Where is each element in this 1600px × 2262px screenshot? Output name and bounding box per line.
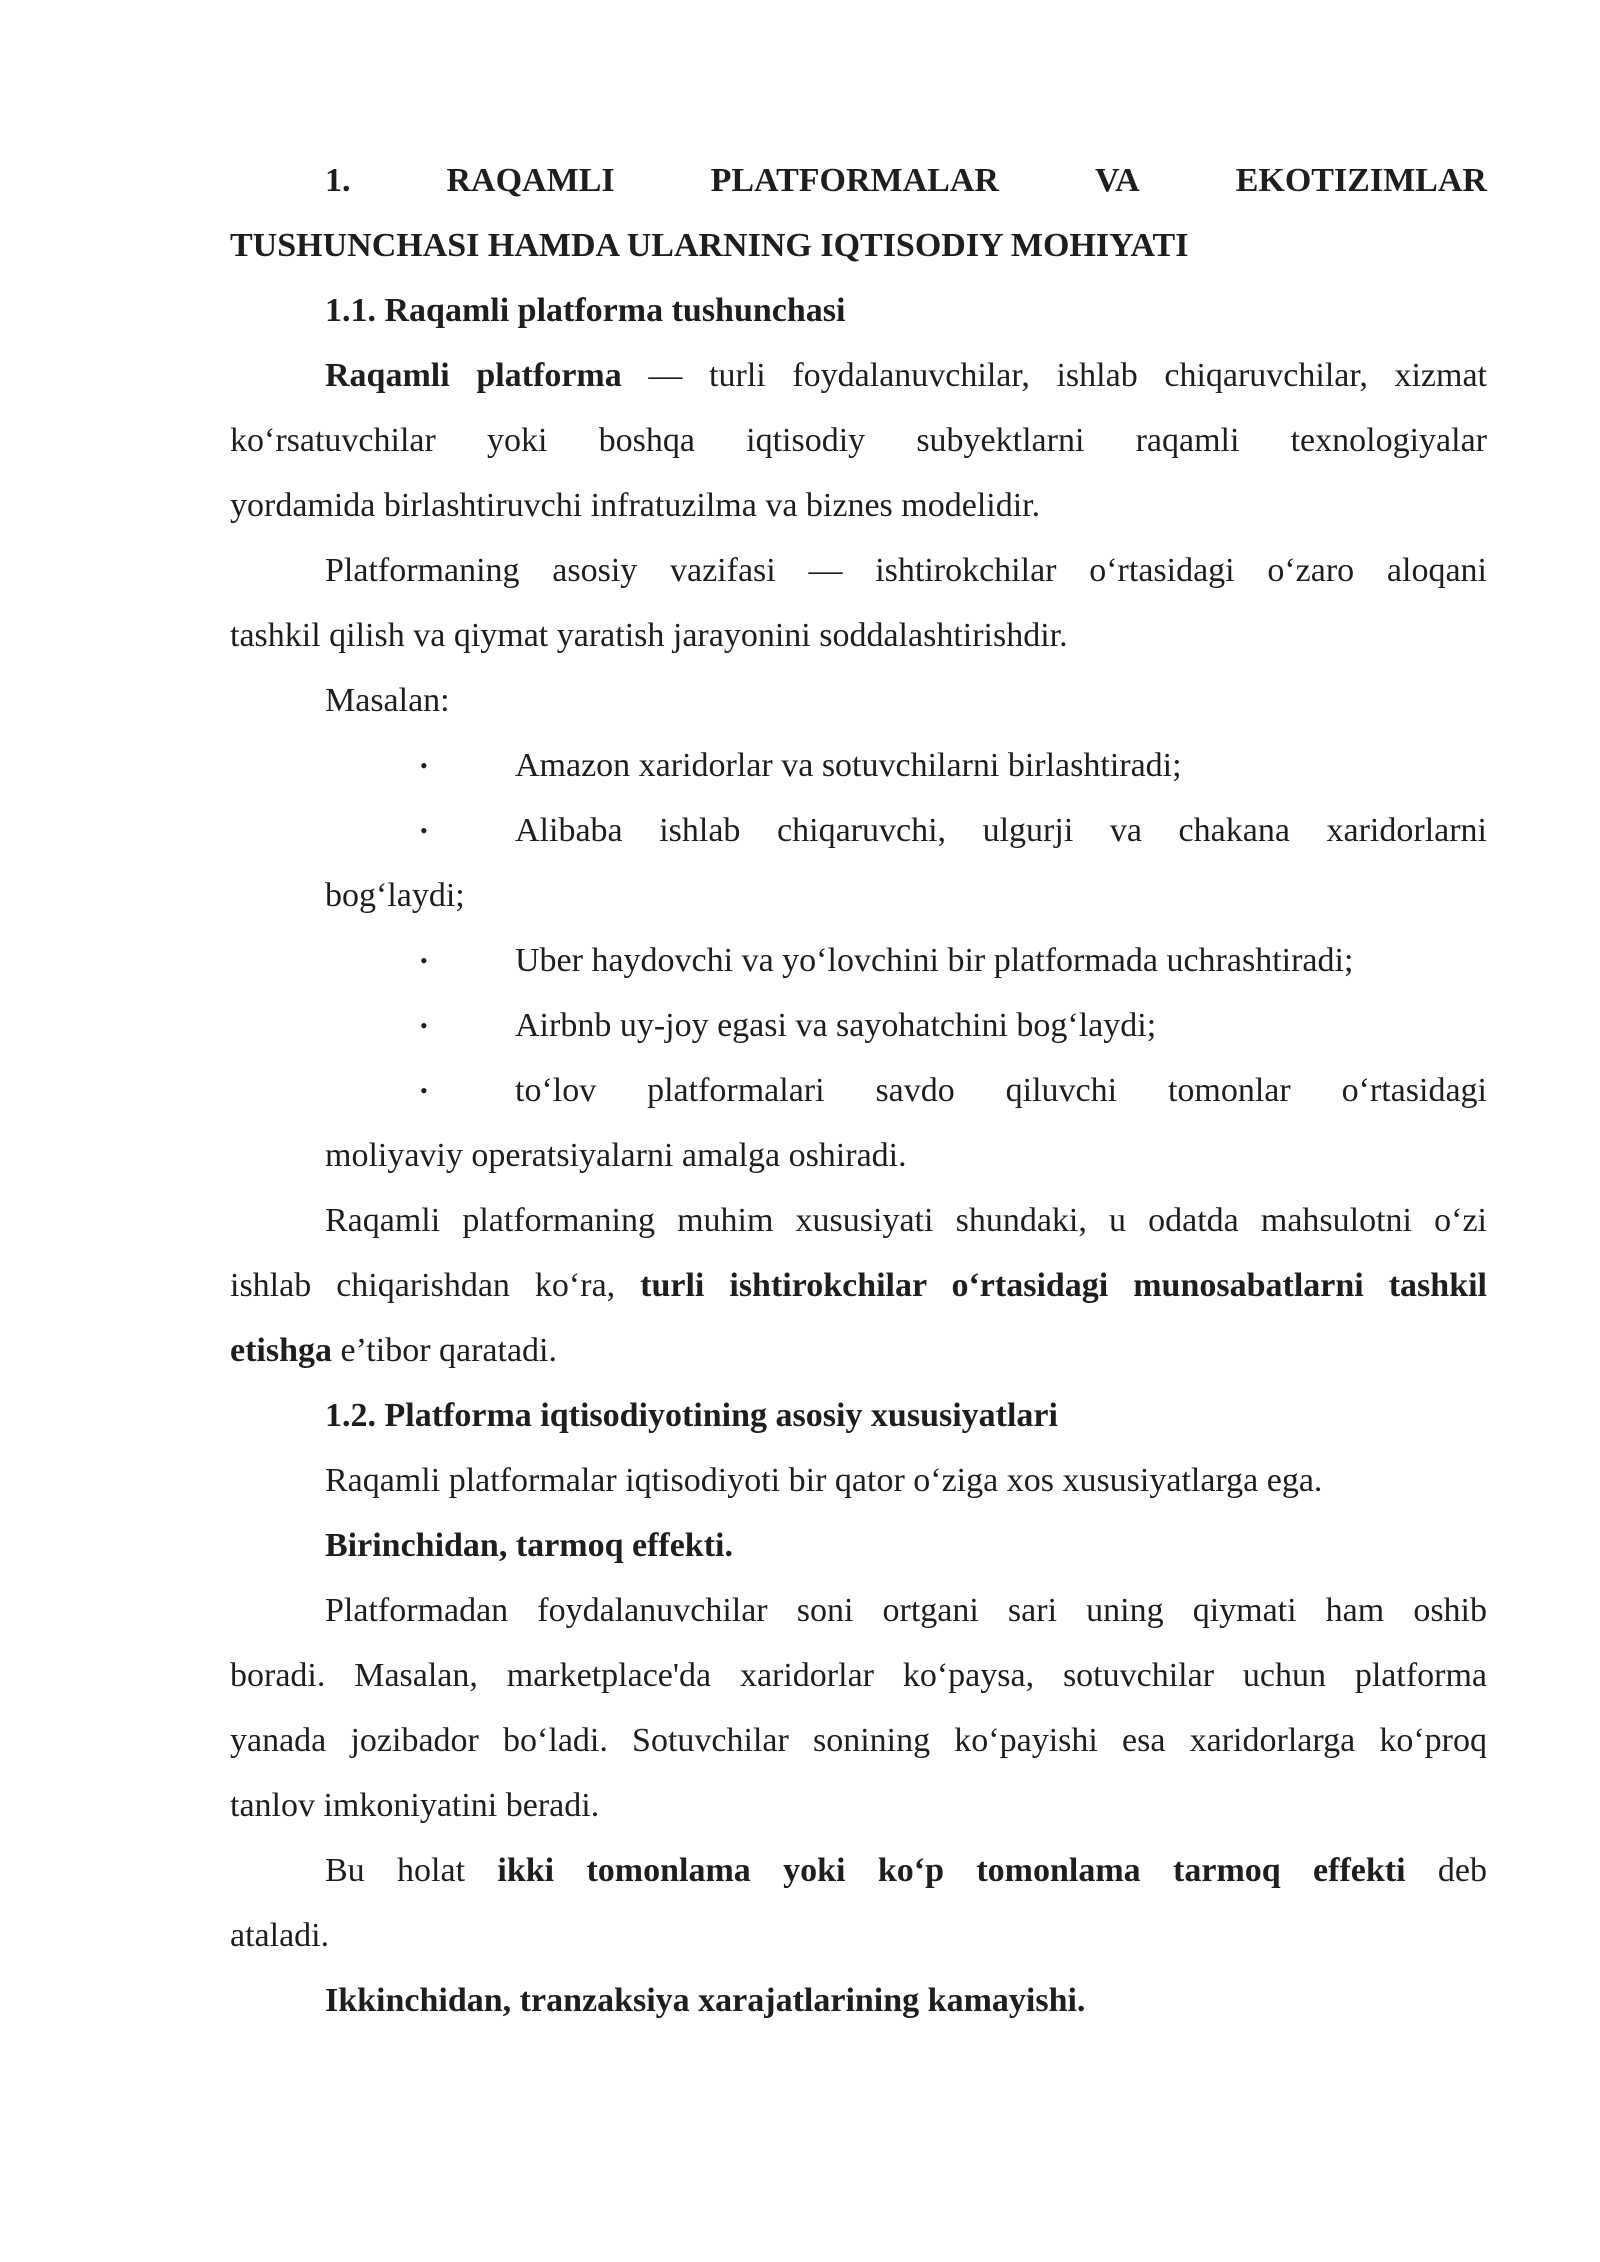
chapter-heading-word: EKOTIZIMLAR: [1235, 162, 1487, 199]
list-item-continuation: moliyaviy operatsiyalarni amalga oshiradi.: [325, 1137, 907, 1174]
network-line: tanlov imkoniyatini beradi.: [230, 1787, 600, 1824]
second-feature-heading: Ikkinchidan, tranzaksiya xarajatlarining kamayishi.: [325, 1982, 1086, 2019]
bullet-dot: •: [420, 753, 428, 778]
list-item-text: Uber haydovchi va yoʻlovchini bir platformada uchrashtiradi;: [515, 942, 1354, 979]
feature-text: ishlab chiqarishdan koʻra,: [230, 1267, 641, 1304]
section-heading-1-1: 1.1. Raqamli platforma tushunchasi: [325, 292, 846, 329]
definition-term: Raqamli platforma: [325, 357, 622, 394]
intro-paragraph: Raqamli platformalar iqtisodiyoti bir qator oʻziga xos xususiyatlarga ega.: [325, 1462, 1323, 1499]
chapter-heading-line1: [230, 148, 1487, 213]
effect-text: Bu holat: [325, 1852, 498, 1889]
feature-paragraph: [230, 1188, 1487, 1383]
list-item-text: Amazon xaridorlar va sotuvchilarni birlashtiradi;: [515, 747, 1182, 784]
bullet-dot: •: [420, 948, 428, 973]
list-item: [325, 733, 1487, 798]
effect-line: [230, 1838, 1487, 1903]
chapter-heading-word: RAQAMLI: [446, 162, 615, 199]
chapter-heading-line2: TUSHUNCHASI HAMDA ULARNING IQTISODIY MOHIYATI: [230, 227, 1189, 264]
effect-emphasis: ikki tomonlama yoki koʻp tomonlama tarmoq effekti: [497, 1852, 1406, 1889]
effect-paragraph: [230, 1838, 1487, 1968]
feature-emphasis: etishga: [230, 1332, 332, 1369]
chapter-number: 1.: [325, 162, 351, 199]
list-item-continuation: bogʻlaydi;: [325, 877, 465, 914]
feature-line: Raqamli platformaning muhim xususiyati shundaki, u odatda mahsulotni oʻzi: [325, 1202, 1487, 1239]
effect-line: ataladi.: [230, 1917, 330, 1954]
bullet-dot: •: [420, 1078, 428, 1103]
list-item-text: toʻlov platformalari savdo qiluvchi tomonlar oʻrtasidagi: [515, 1072, 1487, 1109]
list-item: [325, 1058, 1487, 1188]
list-item: [325, 928, 1487, 993]
document-page: [230, 148, 1487, 2033]
example-list: [230, 733, 1487, 1188]
bullet-dot: •: [420, 1013, 428, 1038]
chapter-heading-word: VA: [1094, 162, 1140, 199]
bullet-dot: •: [420, 818, 428, 843]
definition-line: koʻrsatuvchilar yoki boshqa iqtisodiy subyektlarni raqamli texnologiyalar: [230, 422, 1487, 459]
list-item-text: Airbnb uy-joy egasi va sayohatchini bogʻlaydi;: [515, 1007, 1157, 1044]
chapter-heading: [230, 148, 1487, 278]
effect-text: deb: [1405, 1852, 1487, 1889]
task-line: tashkil qilish va qiymat yaratish jarayonini soddalashtirishdir.: [230, 617, 1068, 654]
feature-line: [230, 1253, 1487, 1318]
network-line: yanada jozibador boʻladi. Sotuvchilar sonining koʻpayishi esa xaridorlarga koʻproq: [230, 1722, 1487, 1759]
list-item-text: Alibaba ishlab chiqaruvchi, ulgurji va chakana xaridorlarni: [515, 812, 1487, 849]
network-paragraph: [230, 1578, 1487, 1838]
feature-emphasis: turli ishtirokchilar oʻrtasidagi munosabatlarni tashkil: [640, 1267, 1487, 1304]
list-item: [325, 993, 1487, 1058]
definition-paragraph: [230, 343, 1487, 538]
task-paragraph: [230, 538, 1487, 668]
network-line: boradi. Masalan, marketplace'da xaridorlar koʻpaysa, sotuvchilar uchun platforma: [230, 1657, 1487, 1694]
definition-line: yordamida birlashtiruvchi infratuzilma va biznes modelidir.: [230, 487, 1041, 524]
feature-line: [230, 1318, 1487, 1383]
first-feature-heading: Birinchidan, tarmoq effekti.: [325, 1527, 733, 1564]
definition-text: — turli foydalanuvchilar, ishlab chiqaruvchilar, xizmat: [621, 357, 1488, 394]
network-line: Platformadan foydalanuvchilar soni ortgani sari uning qiymati ham oshib: [325, 1592, 1487, 1629]
example-label: Masalan:: [325, 682, 450, 719]
feature-text: e’tibor qaratadi.: [332, 1332, 558, 1369]
chapter-heading-word: PLATFORMALAR: [710, 162, 999, 199]
section-heading-1-2: 1.2. Platforma iqtisodiyotining asosiy xususiyatlari: [325, 1397, 1058, 1434]
list-item: [325, 798, 1487, 928]
task-line: Platformaning asosiy vazifasi — ishtirokchilar oʻrtasidagi oʻzaro aloqani: [325, 552, 1487, 589]
